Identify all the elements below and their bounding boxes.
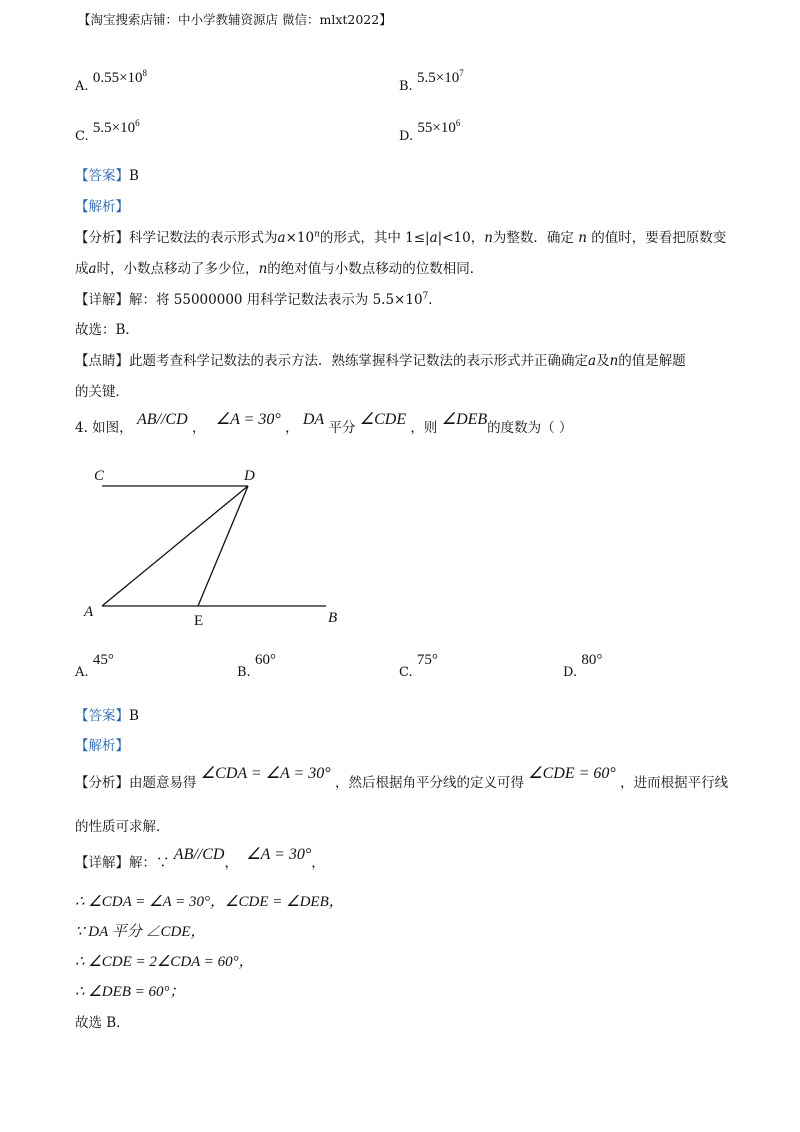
dianjing-line-1: 【点睛】此题考查科学记数法的表示方法．熟练掌握科学记数法的表示形式并正确确定a及n的值是解题 <box>75 353 686 369</box>
option-label: C. <box>75 129 89 144</box>
xiangjie-line: 【详解】解：将 55000000 用科学记数法表示为 $5.5\times 10^7$． <box>75 291 442 308</box>
q4-choose-line: 故选 B． <box>75 1015 130 1031</box>
option-value: $55\times 10^6$ <box>417 118 461 136</box>
option-value: $0.55\times 10^8$ <box>92 68 148 86</box>
analysis-tag: 【解析】 <box>75 199 129 215</box>
q4-step-1: ∴ ∠CDA = ∠A = 30°，∠CDE = ∠DEB， <box>75 894 344 910</box>
dianjing-line-2: 的关键． <box>75 384 129 400</box>
option-value: $5.5\times 10^6$ <box>92 118 140 136</box>
q4-fenxi-line-1: 【分析】由题意易得 ∠CDA = ∠A = 30° ，然后根据角平分线的定义可得 ∠CDE = 60° ，进而根据平行线 <box>75 765 729 791</box>
q4-step-3: ∴ ∠CDE = 2∠CDA = 60°， <box>75 954 254 970</box>
fenxi-tag: 【分析】 <box>75 775 129 791</box>
fenxi-line-2: 成a时，小数点移动了多少位，n的绝对值与小数点移动的位数相同． <box>75 261 484 277</box>
option-label: B. <box>399 79 413 94</box>
q4-stem: 4. 如图， AB//CD ， ∠A = 30° ， DA 平分 ∠CDE ，则 ∠DEB的度数为（ ） <box>75 411 573 436</box>
xiangjie-tag: 【详解】 <box>75 292 129 308</box>
dianjing-tag: 【点睛】 <box>75 353 129 369</box>
q4-xiangjie-line: 【详解】解：∵ AB//CD， ∠A = 30°， <box>75 846 325 871</box>
label-d: D <box>244 468 255 484</box>
q4-step-2: ∵ DA 平分 ∠CDE， <box>75 924 206 940</box>
fenxi-tag: 【分析】 <box>75 230 129 246</box>
option-label: D. <box>399 129 414 144</box>
label-b: B <box>328 610 338 626</box>
q4-option-c: C. 75° <box>399 652 438 680</box>
choose-line: 故选：B． <box>75 322 139 338</box>
q4-step-4: ∴ ∠DEB = 60°； <box>75 984 185 1000</box>
label-e: E <box>194 613 204 629</box>
q4-option-a: A. 45° <box>75 652 114 680</box>
page-header: 【淘宝搜索店铺：中小学教辅资源店 微信：mlxt2022】 <box>78 12 392 27</box>
option-c <box>75 118 140 144</box>
geometry-figure <box>70 460 370 635</box>
option-a <box>75 68 148 94</box>
fenxi-line-1: 【分析】科学记数法的表示形式为$a\times 10^n$的形式，其中 1≤|a|<10，n为整数．确定 n 的值时，要看把原数变 <box>75 229 727 246</box>
q4-option-d: D. 80° <box>563 652 603 680</box>
q4-analysis-tag: 【解析】 <box>75 738 129 754</box>
answer-value: B <box>129 168 139 184</box>
line-de <box>198 486 248 606</box>
answer-tag: 【答案】 <box>75 708 129 724</box>
option-value: $5.5\times 10^7$ <box>416 68 464 86</box>
q4-fenxi-line-2: 的性质可求解． <box>75 819 170 835</box>
answer-line <box>75 164 139 184</box>
xiangjie-tag: 【详解】 <box>75 855 129 871</box>
option-d <box>399 118 461 144</box>
line-da <box>102 486 248 606</box>
answer-value: B <box>129 708 139 724</box>
label-a: A <box>84 604 94 620</box>
q4-option-b: B. 60° <box>237 652 276 680</box>
q4-answer-line <box>75 704 139 724</box>
label-c: C <box>94 468 105 484</box>
answer-tag: 【答案】 <box>75 168 129 184</box>
option-b <box>399 68 464 94</box>
option-label: A. <box>75 79 89 94</box>
